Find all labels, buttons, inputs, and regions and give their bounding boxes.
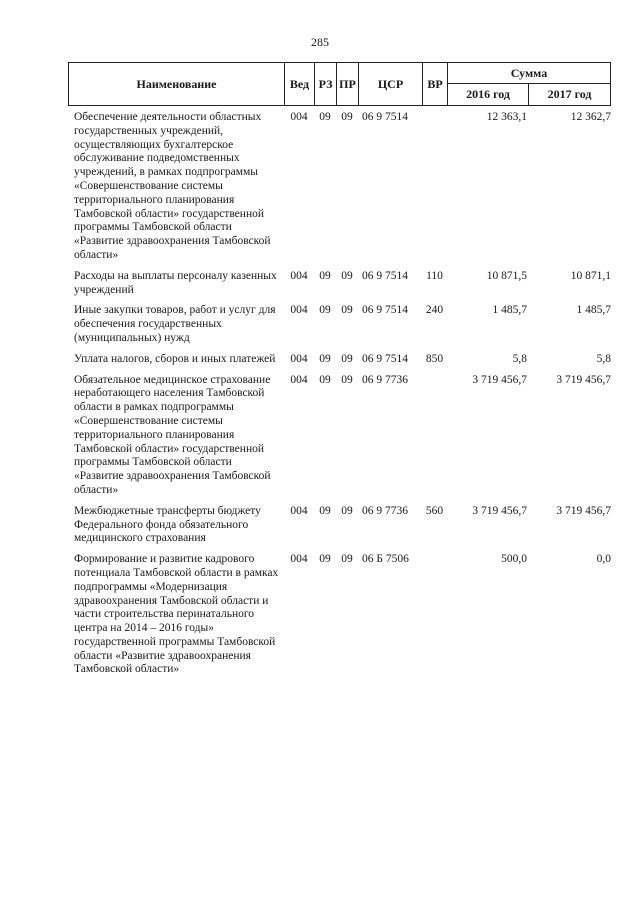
row-sum-2017: 3 719 456,7	[556, 373, 611, 386]
row-pr: 09	[341, 304, 353, 317]
row-rz: 09	[319, 504, 331, 517]
row-sum-2016: 3 719 456,7	[472, 504, 527, 517]
table-row	[68, 553, 611, 677]
row-ved: 004	[290, 304, 308, 317]
row-name: Формирование и развитие кадрового потенциала Тамбовской области в рамках подпрограммы «Модернизация здравоохранения Тамбовской области и части строительства перинатального центра на 2014 – 2016 годы» государственной программы Тамбовской области «Развитие здравоохранения Тамбовской области»	[74, 553, 279, 676]
row-rz: 09	[319, 373, 331, 386]
row-pr: 09	[341, 111, 353, 123]
table-row	[68, 270, 611, 298]
row-sum-2017: 3 719 456,7	[556, 504, 611, 517]
row-vr	[422, 111, 447, 263]
row-sum-2016: 1 485,7	[492, 304, 527, 317]
row-sum-2016: 3 719 456,7	[472, 373, 527, 386]
header-vr: ВР	[423, 63, 448, 105]
row-name: Уплата налогов, сборов и иных платежей	[74, 352, 276, 365]
row-csr: 06 9 7514	[362, 304, 408, 317]
row-csr: 06 9 7514	[362, 111, 408, 123]
row-csr: 06 9 7736	[362, 373, 408, 386]
header-year-2017: 2017 год	[547, 87, 592, 101]
row-pr: 09	[341, 373, 353, 386]
header-csr: ЦСР	[359, 63, 423, 105]
table-row	[68, 111, 611, 263]
row-sum-2016: 500,0	[501, 553, 527, 566]
header-name: Наименование	[69, 63, 285, 105]
row-ved: 004	[290, 352, 308, 365]
row-pr: 09	[341, 352, 353, 365]
table-row	[68, 304, 611, 345]
row-ved: 004	[290, 111, 308, 123]
table-body	[68, 111, 611, 684]
row-pr: 09	[341, 504, 353, 517]
row-sum-2017: 10 871,1	[570, 269, 611, 282]
row-rz: 09	[319, 553, 331, 566]
table-row	[68, 374, 611, 498]
row-ved: 004	[290, 553, 308, 566]
header-ved: Вед	[285, 63, 315, 105]
row-name: Обеспечение деятельности областных государственных учреждений, осуществляющих бухгалтерское обслуживание подведомственных учреждений, в рамках подпрограммы «Совершенствование системы территориального планирования Тамбовской области» государственной программы Тамбовской области «Развитие здравоохранения Тамбовской области»	[74, 111, 271, 261]
header-sum: Сумма	[448, 63, 610, 84]
row-rz: 09	[319, 269, 331, 282]
row-sum-2016: 5,8	[512, 352, 527, 365]
row-ved: 004	[290, 504, 308, 517]
row-rz: 09	[319, 111, 331, 123]
row-csr: 06 9 7736	[362, 504, 408, 517]
row-pr: 09	[341, 553, 353, 566]
row-sum-2016: 12 363,1	[486, 111, 527, 123]
row-sum-2017: 1 485,7	[576, 304, 611, 317]
table-header	[68, 62, 611, 106]
row-sum-2017: 12 362,7	[570, 111, 611, 123]
row-sum-2017: 0,0	[596, 553, 611, 566]
row-csr: 06 9 7514	[362, 352, 408, 365]
row-vr: 110	[426, 269, 443, 282]
header-pr: ПР	[337, 63, 359, 105]
row-name: Расходы на выплаты персоналу казенных учреждений	[74, 269, 277, 296]
row-name: Иные закупки товаров, работ и услуг для обеспечения государственных (муниципальных) нужд	[74, 304, 276, 344]
row-csr: 06 9 7514	[362, 269, 408, 282]
header-year-2016: 2016 год	[448, 84, 529, 105]
row-vr	[422, 553, 447, 677]
row-ved: 004	[290, 269, 308, 282]
row-name: Межбюджетные трансферты бюджету Федерального фонда обязательного медицинского страхования	[74, 504, 261, 545]
table-row	[68, 353, 611, 367]
table-row	[68, 505, 611, 546]
row-name: Обязательное медицинское страхование неработающего населения Тамбовской области в рамках подпрограммы «Совершенствование системы территориального планирования Тамбовской области» государственной программы Тамбовской области «Развитие здравоохранения Тамбовской области»	[74, 373, 271, 496]
row-rz: 09	[319, 304, 331, 317]
header-rz: РЗ	[315, 63, 337, 105]
row-vr: 240	[425, 304, 444, 317]
row-vr	[422, 374, 447, 498]
page-number: 285	[311, 35, 329, 49]
row-pr: 09	[341, 269, 353, 282]
row-ved: 004	[290, 373, 308, 386]
row-vr: 850	[425, 352, 444, 365]
row-sum-2017: 5,8	[596, 352, 611, 365]
row-vr: 560	[425, 504, 444, 517]
row-csr: 06 Б 7506	[362, 553, 409, 566]
row-sum-2016: 10 871,5	[486, 269, 527, 282]
row-rz: 09	[319, 352, 331, 365]
